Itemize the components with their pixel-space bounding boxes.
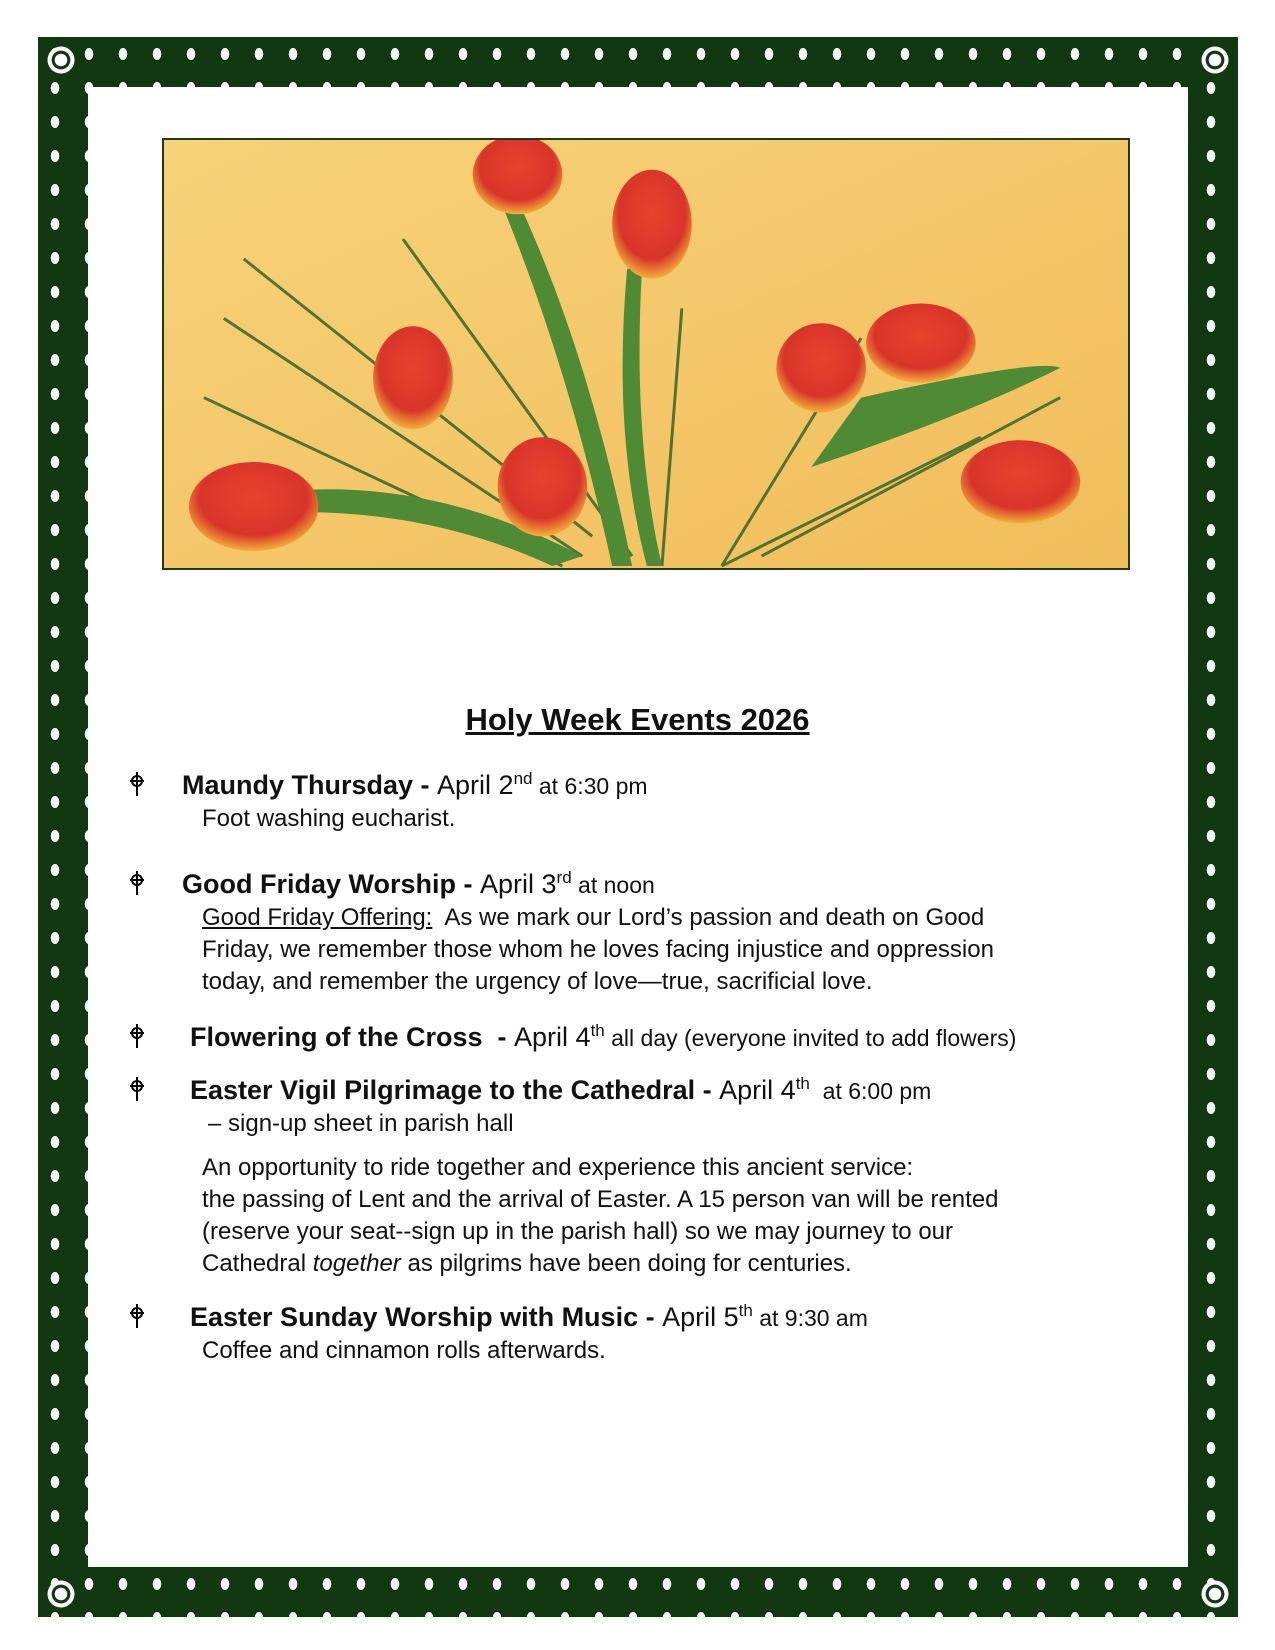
event-paragraph-line: the passing of Lent and the arrival of Easter. A 15 person van will be rented [202,1186,999,1213]
event-heading: Easter Vigil Pilgrimage to the Cathedral - April 4th at 6:00 pm [190,1074,932,1105]
event-detail: Foot washing eucharist. [202,805,456,832]
corner-flower-icon [44,1577,78,1611]
event-detail: – sign-up sheet in parish hall [208,1110,514,1137]
event-name: Maundy Thursday [182,770,414,800]
event-name: Easter Vigil Pilgrimage to the Cathedral [190,1075,696,1105]
event-date: April 3 [480,869,557,899]
corner-flower-icon [44,43,78,77]
tulips-illustration [164,140,1128,568]
event-paragraph-line: Cathedral together as pilgrims have been doing for centuries. [202,1250,852,1277]
celtic-cross-icon [128,1304,146,1328]
event-paragraph-line: An opportunity to ride together and experience this ancient service: [202,1154,914,1181]
corner-flower-icon [1198,43,1232,77]
event-easter-sunday [128,1300,1128,1367]
events-list [128,768,1128,1367]
event-maundy-thursday [128,768,1128,835]
event-time: at 9:30 am [752,1305,868,1331]
event-date: April 5 [662,1302,739,1332]
event-name: Flowering of the Cross [190,1022,483,1052]
event-heading: Easter Sunday Worship with Music - April 5th at 9:30 am [190,1301,868,1332]
celtic-cross-icon [128,1024,146,1048]
tulips-photo [162,138,1130,570]
event-easter-vigil [128,1073,1128,1280]
page-title: Holy Week Events 2026 [465,702,810,737]
event-date: April 4 [719,1075,796,1105]
event-time: at noon [571,872,655,898]
event-paragraph-line: (reserve your seat--sign up in the parish hall) so we may journey to our [202,1218,954,1245]
event-time: at 6:30 pm [532,773,648,799]
event-detail: Coffee and cinnamon rolls afterwards. [202,1337,606,1364]
event-time: at 6:00 pm [809,1078,932,1104]
event-flowering-of-the-cross [128,1020,1128,1055]
event-name: Good Friday Worship [182,869,457,899]
event-time: all day (everyone invited to add flowers) [604,1025,1017,1051]
event-heading: Good Friday Worship - April 3rd at noon [182,868,655,899]
event-detail: Friday, we remember those whom he loves facing injustice and oppression [202,936,994,963]
event-detail: Good Friday Offering: As we mark our Lord’s passion and death on Good [202,904,985,931]
celtic-cross-icon [128,1077,146,1101]
event-date: April 4 [514,1022,591,1052]
event-heading: Maundy Thursday - April 2nd at 6:30 pm [182,769,648,800]
celtic-cross-icon [128,871,146,895]
event-good-friday [128,867,1128,998]
event-heading: Flowering of the Cross - April 4th all day (everyone invited to add flowers) [190,1021,1017,1052]
event-name: Easter Sunday Worship with Music [190,1302,639,1332]
event-detail: today, and remember the urgency of love—true, sacrificial love. [202,968,873,995]
offering-label: Good Friday Offering: [202,904,433,931]
corner-flower-icon [1198,1577,1232,1611]
event-date: April 2 [437,770,514,800]
celtic-cross-icon [128,772,146,796]
